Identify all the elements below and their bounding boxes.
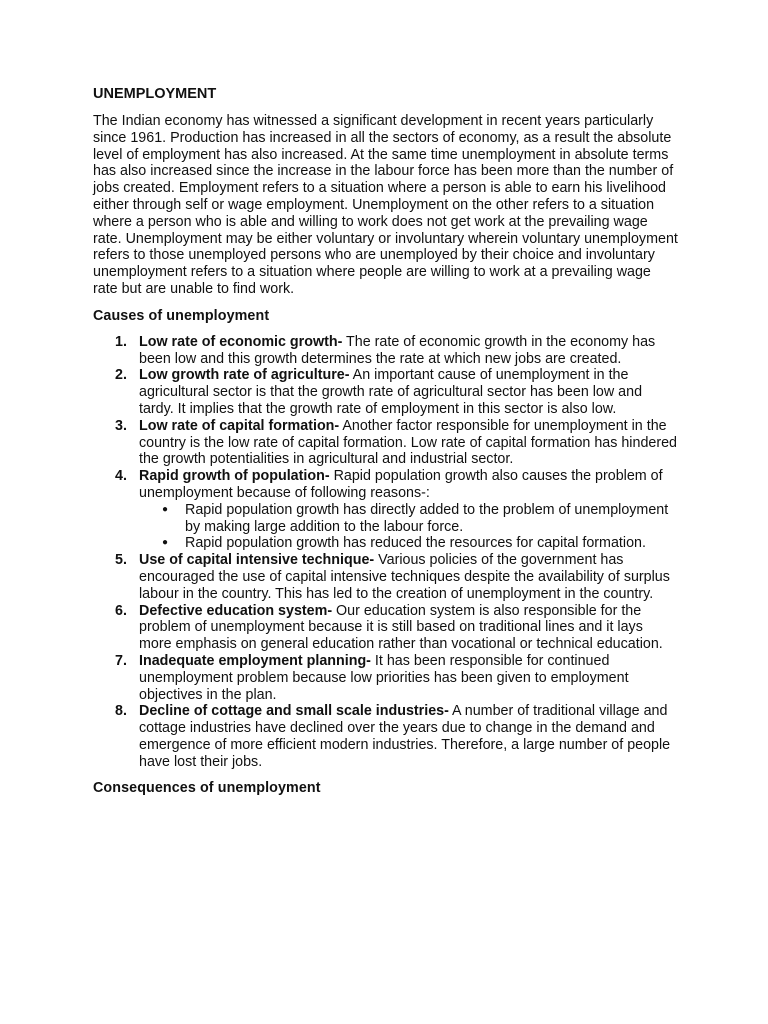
- cause-title: Decline of cottage and small scale industries-: [139, 703, 449, 720]
- intro-paragraph: The Indian economy has witnessed a significant development in recent years particularly since 1961. Production has increased in all the sectors of economy, as a result the absolute level of employment has also increased. At the same time unemployment in absolute terms has also increased since the increase in the labour force has been more than the number of jobs created. Employment refers to a situation where a person is able to earn his livelihood either through self or wage employment. Unemployment on the other refers to a situation where a person who is able and willing to work does not get work at the prevailing wage rate. Unemployment may be either voluntary or involuntary wherein voluntary unemployment refers to those unemployed persons who are unemployed by their choice and involuntary unemployment refers to a situation where people are willing to work at a prevailing wage rate but are unable to find work.: [93, 113, 678, 297]
- cause-item: [93, 603, 678, 653]
- cause-title: Low growth rate of agriculture-: [139, 367, 350, 384]
- cause-title: Defective education system-: [139, 602, 333, 619]
- consequences-heading: Consequences of unemployment: [93, 780, 321, 797]
- reason-text: Rapid population growth has reduced the resources for capital formation.: [185, 535, 646, 552]
- cause-text: An important cause of unemployment in the agricultural sector is that the growth rate of agricultural sector has been low and tardy. It implies that the growth rate of employment in this sector is also low.: [139, 367, 643, 417]
- cause-text: A number of traditional village and cottage industries have declined over the years due to change in the demand and emergence of more efficient modern industries. Therefore, a large number of people have lost their jobs.: [139, 703, 671, 770]
- reason-bullet-item: [139, 502, 678, 536]
- cause-item: [93, 367, 678, 417]
- filled-circle-bullet-icon: ●: [162, 537, 169, 549]
- cause-number: 2.: [115, 367, 127, 384]
- cause-text: The rate of economic growth in the economy has been low and this growth determines the rate at which new jobs are created.: [139, 333, 656, 367]
- cause-title: Use of capital intensive technique-: [139, 552, 375, 569]
- cause-item: [93, 552, 678, 602]
- cause-title: Inadequate employment planning-: [139, 652, 371, 669]
- reason-bullet-item: [139, 535, 678, 552]
- reasons-bullet-list: [139, 502, 678, 552]
- cause-item: [93, 703, 678, 770]
- cause-item: [93, 334, 678, 368]
- reason-text: Rapid population growth has directly added to the problem of unemployment by making large addition to the labour force.: [185, 501, 669, 535]
- cause-title: Rapid growth of population-: [139, 468, 330, 485]
- cause-number: 1.: [115, 333, 127, 350]
- cause-text: It has been responsible for continued unemployment problem because low priorities has been given to employment objectives in the plan.: [139, 652, 629, 703]
- cause-text: Another factor responsible for unemployment in the country is the low rate of capital formation. Low rate of capital formation has hindered the growth potentialities in agricultural and industrial sector.: [139, 417, 678, 468]
- cause-item: [93, 468, 678, 552]
- document-title: UNEMPLOYMENT: [93, 86, 217, 102]
- cause-title: Low rate of capital formation-: [139, 417, 340, 434]
- causes-list: [93, 334, 678, 771]
- cause-text: Various policies of the government has encouraged the use of capital intensive techniques despite the availability of surplus labour in the country. This has led to the creation of unemployment in the country.: [139, 552, 670, 602]
- cause-text: Rapid population growth also causes the problem of unemployment because of following reasons-:: [139, 468, 663, 501]
- causes-heading: Causes of unemployment: [93, 307, 270, 324]
- cause-title: Low rate of economic growth-: [139, 333, 343, 350]
- cause-number: 3.: [115, 417, 127, 434]
- cause-number: 4.: [115, 468, 127, 485]
- cause-number: 7.: [115, 652, 127, 669]
- cause-number: 8.: [115, 703, 127, 720]
- cause-text: Our education system is also responsible for the problem of unemployment because it is still based on traditional lines and it lays more emphasis on general education rather than vocational or technical education.: [139, 602, 663, 653]
- filled-circle-bullet-icon: ●: [162, 503, 169, 515]
- cause-number: 5.: [115, 552, 127, 569]
- cause-number: 6.: [115, 602, 127, 619]
- cause-item: [93, 418, 678, 468]
- cause-item: [93, 653, 678, 703]
